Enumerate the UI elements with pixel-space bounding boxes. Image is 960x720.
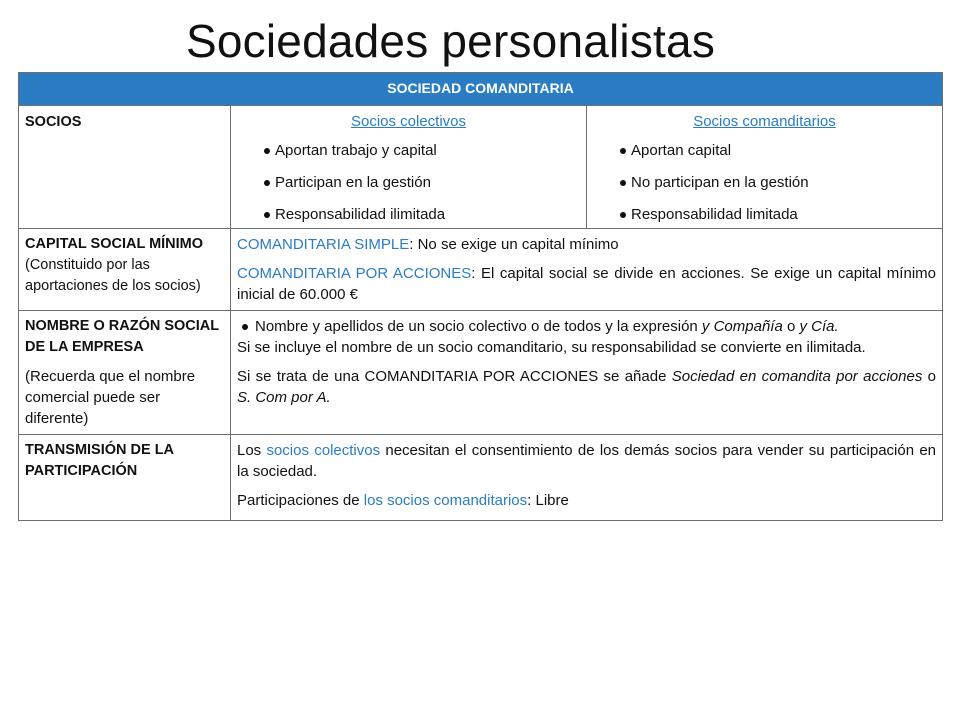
transmision-p1: [237, 440, 936, 482]
capital-label: [25, 234, 224, 297]
socios-label: SOCIOS: [25, 114, 82, 130]
nombre-list: [237, 316, 936, 337]
nombre-bullet-text: Nombre y apellidos de un socio colectivo o de todos y la expresión: [255, 318, 702, 335]
socios-comanditarios-col: [587, 106, 942, 228]
capital-acciones-term: COMANDITARIA POR ACCIONES: [237, 265, 472, 282]
capital-simple: [237, 234, 936, 255]
nombre-p2-mid: o: [922, 368, 936, 385]
list-item: Aportan capital: [631, 140, 936, 161]
list-item: Aportan trabajo y capital: [275, 140, 580, 161]
transmision-p2-post: : Libre: [527, 492, 569, 509]
capital-label-cell: [19, 229, 231, 311]
transmision-label: TRANSMISIÓN DE LA PARTICIPACIÓN: [25, 442, 174, 479]
comanditaria-table: [18, 72, 943, 521]
row-capital: [19, 229, 943, 311]
list-item: No participan en la gestión: [631, 172, 936, 193]
nombre-content-cell: [231, 311, 943, 435]
socios-colectivos-title: Socios colectivos: [350, 113, 467, 130]
nombre-bullet-mid: o: [782, 318, 800, 335]
table-header: SOCIEDAD COMANDITARIA: [19, 73, 943, 106]
socios-label-cell: [19, 106, 231, 229]
table-header-row: [19, 73, 943, 106]
capital-simple-text: : No se exige un capital mínimo: [409, 236, 619, 253]
transmision-p1-pre: Los: [237, 442, 267, 459]
nombre-label-cell: [19, 311, 231, 435]
transmision-p2-term: los socios comanditarios: [363, 492, 528, 509]
nombre-p2-italic-1: Sociedad en comandita por acciones: [671, 368, 923, 385]
nombre-p1: Si se incluye el nombre de un socio comanditario, su responsabilidad se convierte en ilimitada.: [237, 339, 866, 356]
nombre-note: (Recuerda que el nombre comercial puede ser diferente): [25, 368, 196, 427]
list-item: Participan en la gestión: [275, 172, 580, 193]
socios-comanditarios-list: [593, 140, 936, 225]
socios-content-cell: [231, 106, 943, 229]
transmision-p2: [237, 490, 936, 511]
capital-acciones: [237, 263, 936, 305]
capital-acciones-text: : El capital social se divide en acciones. Se exige un capital mínimo inicial de 60.000 €: [237, 265, 936, 303]
row-socios: [19, 106, 943, 229]
nombre-p2-text: Si se trata de una COMANDITARIA POR ACCIONES se añade: [237, 368, 672, 385]
transmision-p1-term: socios colectivos: [266, 442, 381, 459]
socios-columns: [231, 106, 942, 228]
transmision-content-cell: [231, 435, 943, 521]
transmision-p2-pre: Participaciones de: [237, 492, 364, 509]
list-item: [255, 316, 936, 337]
nombre-p2: [237, 366, 936, 408]
transmision-label-cell: [19, 435, 231, 521]
socios-comanditarios-title: Socios comanditarios: [693, 113, 836, 130]
nombre-bullet-italic-1: y Compañía: [701, 318, 783, 335]
capital-simple-term: COMANDITARIA SIMPLE: [237, 236, 410, 253]
nombre-bullet-italic-2: y Cía.: [799, 318, 839, 335]
socios-colectivos-list: [237, 140, 580, 225]
row-transmision: [19, 435, 943, 521]
capital-label-bold: CAPITAL SOCIAL MÍNIMO: [25, 236, 204, 252]
list-item: Responsabilidad ilimitada: [275, 204, 580, 225]
transmision-p1-post: necesitan el consentimiento de los demás socios para vender su participación en la sociedad.: [237, 442, 937, 480]
nombre-label: NOMBRE O RAZÓN SOCIAL DE LA EMPRESA: [25, 318, 219, 355]
socios-colectivos-col: [231, 106, 587, 228]
page-title: Sociedades personalistas: [186, 15, 716, 67]
capital-label-note: (Constituido por las aportaciones de los socios): [25, 257, 201, 294]
row-nombre: [19, 311, 943, 435]
capital-content-cell: [231, 229, 943, 311]
nombre-p2-italic-2: S. Com por A.: [237, 389, 331, 406]
list-item: Responsabilidad limitada: [631, 204, 936, 225]
